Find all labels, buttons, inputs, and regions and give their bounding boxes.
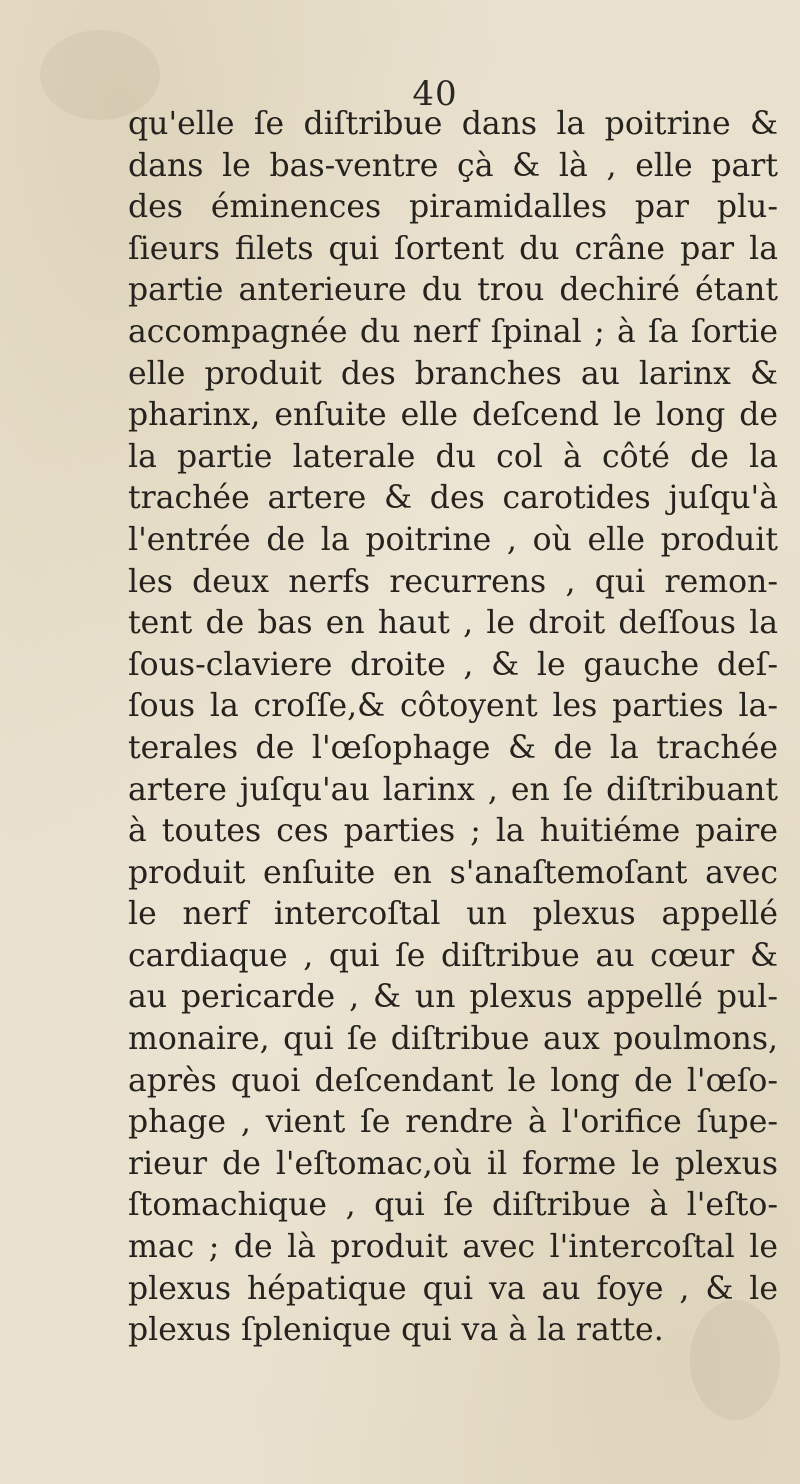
text-line: plexus hépatique qui va au foye , & le xyxy=(128,1270,778,1307)
text-line: cardiaque , qui ſe diſtribue au cœur & xyxy=(128,937,778,974)
text-line: terales de l'œſophage & de la trachée xyxy=(128,729,778,766)
text-line: au pericarde , & un plexus appellé pul- xyxy=(128,979,778,1016)
text-line: pharinx, enſuite elle deſcend le long de xyxy=(128,397,778,434)
text-line: des éminences piramidalles par plu- xyxy=(128,189,778,226)
text-line: mac ; de là produit avec l'intercoſtal le xyxy=(128,1229,778,1266)
text-line: produit enſuite en s'anaſtemoſant avec xyxy=(128,854,778,891)
body-text xyxy=(128,104,778,1352)
text-line: ſtomachique , qui ſe diſtribue à l'eſto- xyxy=(128,1187,778,1224)
text-line: qu'elle ſe diſtribue dans la poitrine & xyxy=(128,106,778,142)
text-line: monaire, qui ſe diſtribue aux poulmons, xyxy=(128,1021,778,1058)
text-line: rieur de l'eſtomac,où il forme le plexus xyxy=(128,1145,778,1182)
text-line: la partie laterale du col à côté de la xyxy=(128,438,778,475)
text-line: le nerf intercoſtal un plexus appellé xyxy=(128,896,778,933)
text-line: phage , vient ſe rendre à l'orifice ſupe- xyxy=(128,1104,778,1141)
text-line: à toutes ces parties ; la huitiéme paire xyxy=(128,813,778,850)
text-line: accompagnée du nerf ſpinal ; à ſa ſortie xyxy=(128,313,778,350)
text-line: elle produit des branches au larinx & xyxy=(128,355,778,392)
text-line: plexus ſplenique qui va à la ratte. xyxy=(128,1312,664,1349)
text-line: l'entrée de la poitrine , où elle produit xyxy=(128,521,778,558)
text-line: ſous-claviere droite , & le gauche deſ- xyxy=(128,646,778,683)
text-line: trachée artere & des carotides juſqu'à xyxy=(128,480,778,517)
text-line: ſous la croſſe,& côtoyent les parties la- xyxy=(128,688,778,725)
text-line: les deux nerfs recurrens , qui remon- xyxy=(128,563,778,600)
text-line: artere juſqu'au larinx , en ſe diſtribuant xyxy=(128,771,778,808)
page-number: 40 xyxy=(412,74,458,114)
text-line: après quoi deſcendant le long de l'œſo- xyxy=(128,1062,778,1099)
text-line: tent de bas en haut , le droit deſſous la xyxy=(128,605,778,642)
text-line: ſieurs filets qui ſortent du crâne par la xyxy=(128,230,778,267)
text-line: partie anterieure du trou dechiré étant xyxy=(128,272,778,309)
text-line: dans le bas-ventre çà & là , elle part xyxy=(128,147,778,184)
